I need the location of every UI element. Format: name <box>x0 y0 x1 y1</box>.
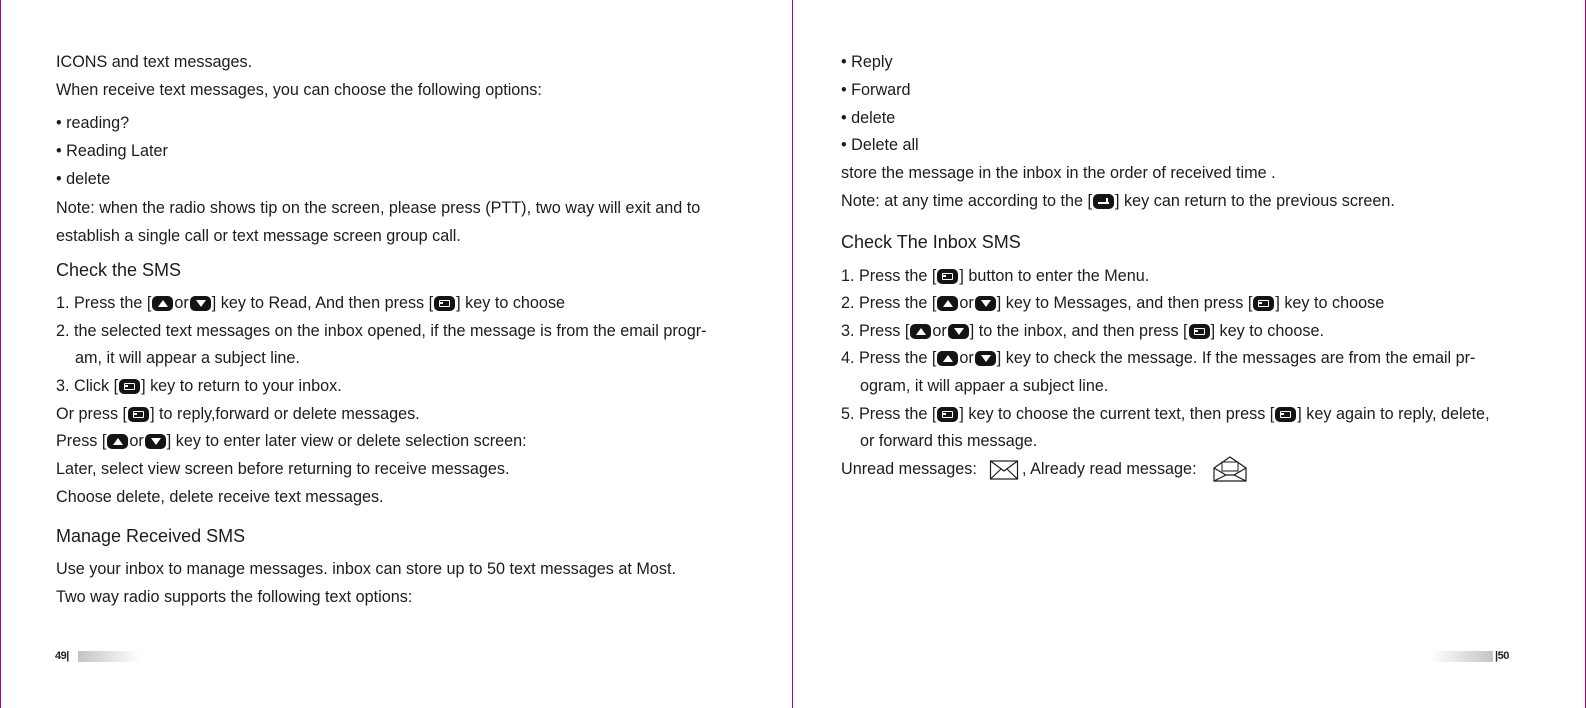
read-envelope-icon <box>1212 455 1248 483</box>
page-number-left-value: 49 <box>55 650 67 662</box>
up-key-icon <box>910 324 931 339</box>
check-step-3 <box>56 376 342 396</box>
inbox-step-4-text-b: or <box>959 349 974 367</box>
option-reply: • Reply <box>841 53 893 71</box>
inbox-step-5-text-c: ] key again to reply, delete, <box>1297 405 1490 423</box>
option-delete-all: • Delete all <box>841 136 919 154</box>
manage-line-1: Use your inbox to manage messages. inbox can store up to 50 text messages at Most. <box>56 560 676 578</box>
inbox-step-2-text-b: or <box>959 294 974 312</box>
intro-line-1: ICONS and text messages. <box>56 53 253 71</box>
inbox-step-1-text-b: ] button to enter the Menu. <box>959 267 1150 285</box>
menu-key-icon <box>937 269 958 284</box>
up-key-icon <box>107 434 128 449</box>
heading-check-inbox: Check The Inbox SMS <box>841 232 1021 252</box>
page-number-right: |50 <box>1495 650 1509 662</box>
inbox-step-3-text-c: ] to the inbox, and then press [ <box>969 322 1188 340</box>
page-number-bar-right <box>1431 651 1493 662</box>
inbox-step-5b: or forward this message. <box>860 432 1038 450</box>
back-key-icon <box>1093 194 1114 209</box>
page-number-right-value: 50 <box>1497 650 1509 662</box>
menu-key-icon <box>119 379 140 394</box>
page-number-left: 49| <box>55 650 69 662</box>
check-later: Later, select view screen before returning to receive messages. <box>56 460 510 478</box>
inbox-step-3-text-a: 3. Press [ <box>841 322 910 340</box>
inbox-step-1-text-a: 1. Press the [ <box>841 267 937 285</box>
check-step-2b: am, it will appear a subject line. <box>75 349 300 367</box>
inbox-step-2-text-d: ] key to choose <box>1275 294 1385 312</box>
check-press-text-c: ] key to enter later view or delete selection screen: <box>166 432 527 450</box>
right-page <box>793 0 1586 708</box>
inbox-step-2-text-a: 2. Press the [ <box>841 294 937 312</box>
check-step-1-text-b: or <box>174 294 189 312</box>
down-key-icon <box>190 296 211 311</box>
heading-check-sms: Check the SMS <box>56 260 182 280</box>
up-key-icon <box>152 296 173 311</box>
inbox-step-4b: ogram, it will appaer a subject line. <box>860 377 1109 395</box>
inbox-step-1 <box>841 266 1149 286</box>
intro-line-2: When receive text messages, you can choose the following options: <box>56 81 542 99</box>
menu-key-icon <box>434 296 455 311</box>
up-key-icon <box>937 296 958 311</box>
menu-key-icon <box>1189 324 1210 339</box>
check-step-1-text-a: 1. Press the [ <box>56 294 152 312</box>
note-text-a: Note: at any time according to the [ <box>841 192 1093 210</box>
option-delete: • delete <box>56 170 111 188</box>
inbox-step-4a <box>841 348 1475 368</box>
menu-key-icon <box>937 407 958 422</box>
store-line: store the message in the inbox in the order of received time . <box>841 164 1276 182</box>
check-press <box>56 431 527 451</box>
check-step-1-text-c: ] key to Read, And then press [ <box>211 294 434 312</box>
menu-key-icon <box>128 407 149 422</box>
menu-key-icon <box>1253 296 1274 311</box>
up-key-icon <box>937 351 958 366</box>
option-reading: • reading? <box>56 114 130 132</box>
check-step-1-text-d: ] key to choose <box>456 294 566 312</box>
note-line-1: Note: when the radio shows tip on the screen, please press (PTT), two way will exit and to <box>56 199 701 217</box>
inbox-step-3-text-d: ] key to choose. <box>1210 322 1324 340</box>
heading-manage-sms: Manage Received SMS <box>56 526 246 546</box>
check-step-2a: 2. the selected text messages on the inbox opened, if the message is from the email progr- <box>56 322 707 340</box>
inbox-step-5a <box>841 404 1490 424</box>
inbox-step-2-text-c: ] key to Messages, and then press [ <box>996 294 1253 312</box>
inbox-step-5-text-b: ] key to choose the current text, then press [ <box>959 405 1275 423</box>
check-orpress-text-b: ] to reply,forward or delete messages. <box>150 405 420 423</box>
unread-envelope-icon <box>989 458 1019 482</box>
manage-line-2: Two way radio supports the following text options: <box>56 588 413 606</box>
inbox-step-2 <box>841 293 1384 313</box>
inbox-step-4-text-c: ] key to check the message. If the messages are from the email pr- <box>996 349 1476 367</box>
menu-key-icon <box>1275 407 1296 422</box>
check-orpress <box>56 404 420 424</box>
note-line <box>841 191 1395 211</box>
option-forward: • Forward <box>841 81 911 99</box>
inbox-step-4-text-a: 4. Press the [ <box>841 349 937 367</box>
unread-label: Unread messages: <box>841 460 977 478</box>
inbox-step-5-text-a: 5. Press the [ <box>841 405 937 423</box>
check-press-text-a: Press [ <box>56 432 107 450</box>
note-text-b: ] key can return to the previous screen. <box>1115 192 1395 210</box>
option-delete: • delete <box>841 109 896 127</box>
page-number-bar-left <box>78 651 140 662</box>
check-orpress-text-a: Or press [ <box>56 405 128 423</box>
down-key-icon <box>975 351 996 366</box>
check-step-1 <box>56 293 565 313</box>
left-page <box>0 0 792 708</box>
down-key-icon <box>145 434 166 449</box>
inbox-step-3 <box>841 321 1324 341</box>
check-press-text-b: or <box>129 432 144 450</box>
inbox-step-3-text-b: or <box>932 322 947 340</box>
check-step-3-text-b: ] key to return to your inbox. <box>141 377 342 395</box>
down-key-icon <box>948 324 969 339</box>
option-reading-later: • Reading Later <box>56 142 168 160</box>
check-choose: Choose delete, delete receive text messages. <box>56 488 384 506</box>
check-step-3-text-a: 3. Click [ <box>56 377 119 395</box>
note-line-2: establish a single call or text message screen group call. <box>56 227 461 245</box>
down-key-icon <box>975 296 996 311</box>
read-label: , Already read message: <box>1022 460 1197 478</box>
